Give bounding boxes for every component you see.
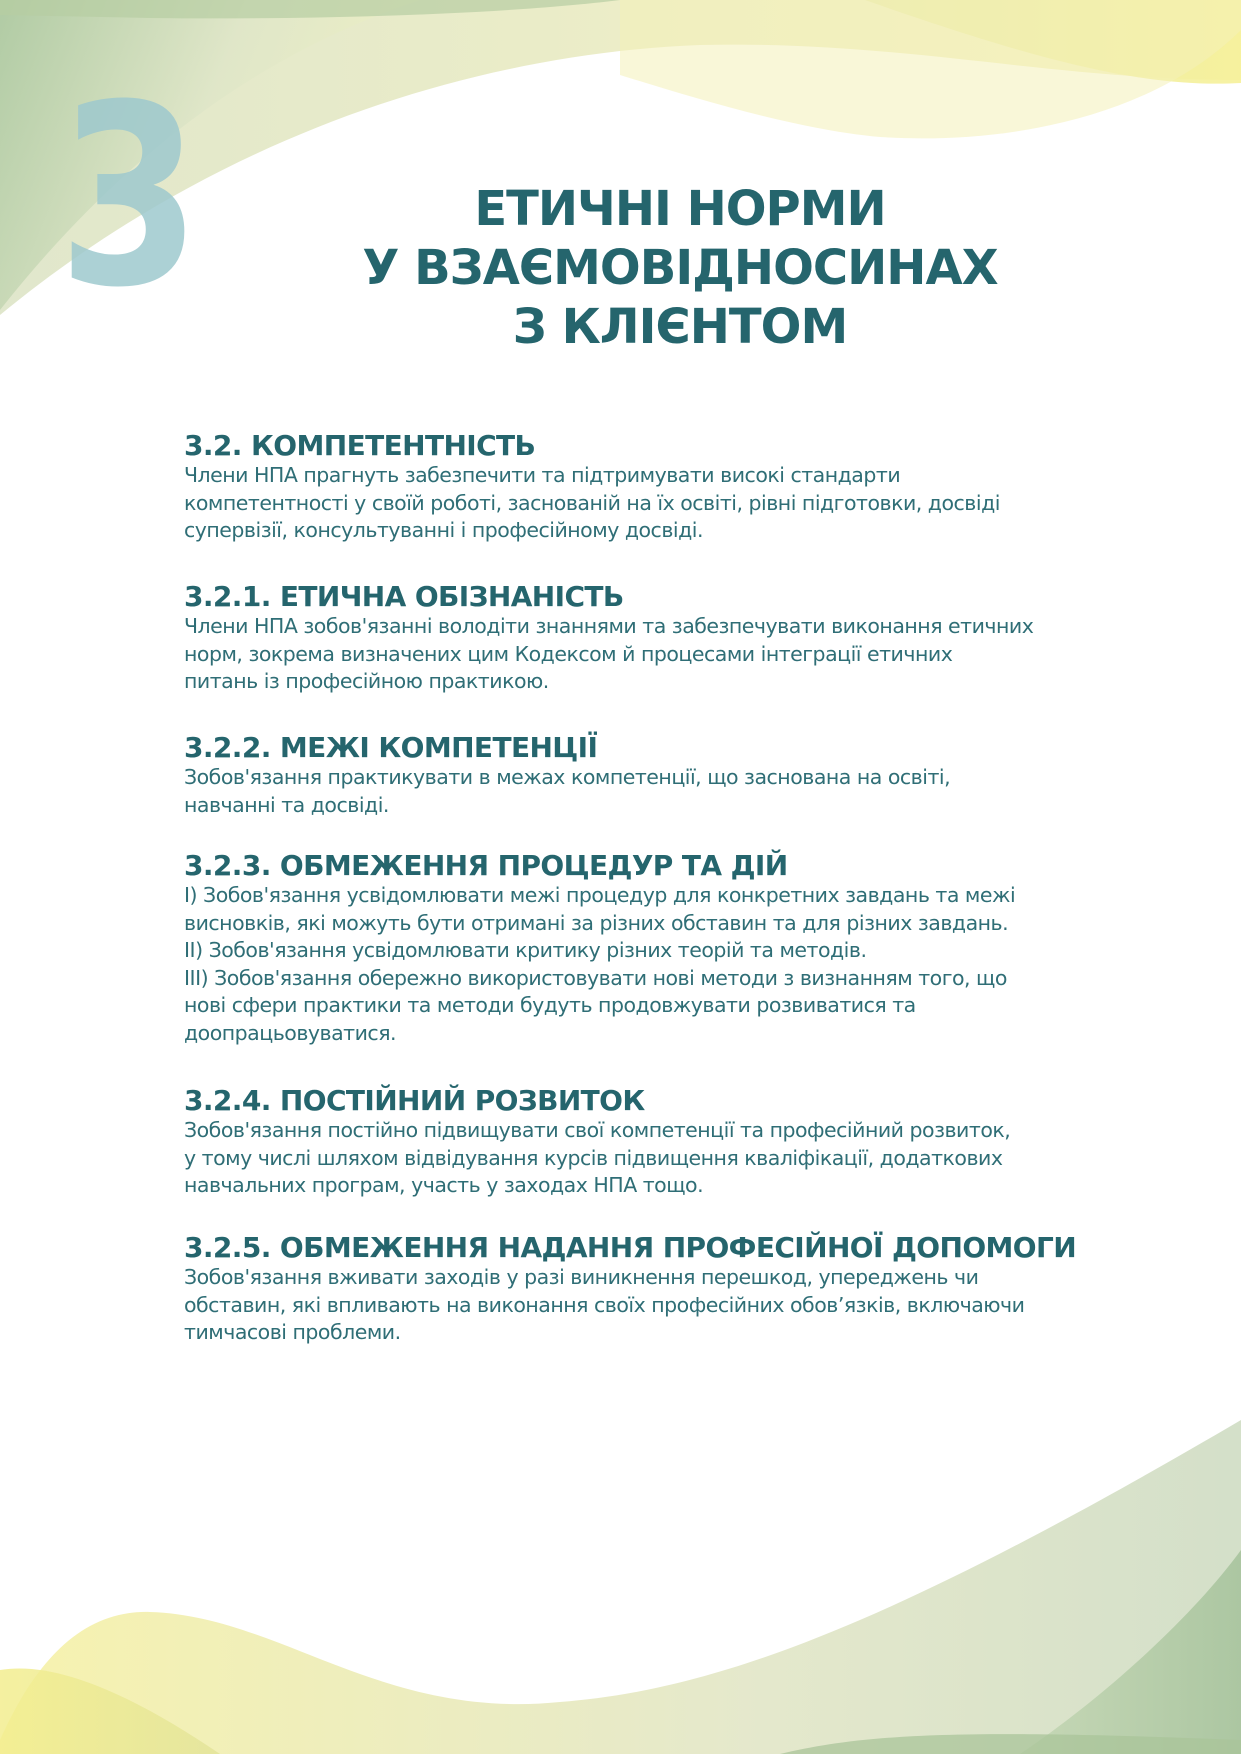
section-heading: 3.2.5. ОБМЕЖЕННЯ НАДАННЯ ПРОФЕСІЙНОЇ ДОПОМОГИ	[184, 1231, 1077, 1264]
chapter-title-line: У ВЗАЄМОВІДНОСИНАХ	[362, 240, 998, 296]
bottom-wide-wave	[0, 1420, 1241, 1754]
text-line: питань із професійною практикою.	[184, 669, 549, 693]
text-line: тимчасові проблеми.	[184, 1320, 401, 1344]
section-ethical-awareness	[184, 581, 1033, 696]
text-line: Зобов'язання практикувати в межах компетенції, що заснована на освіті,	[184, 765, 951, 789]
section-procedure-limits	[184, 850, 1015, 1047]
section-text	[184, 1117, 1010, 1200]
top-right-pale-wave	[620, 0, 1241, 138]
text-line: Члени НПА зобов'язанні володіти знаннями та забезпечувати виконання етичних	[184, 614, 1034, 638]
chapter-title-line: ЕТИЧНІ НОРМИ	[474, 181, 886, 237]
section-heading: 3.2.2. МЕЖІ КОМПЕТЕНЦІЇ	[184, 731, 598, 764]
section-text	[184, 882, 1015, 1047]
text-line: навчальних програм, участь у заходах НПА тощо.	[184, 1173, 704, 1197]
section-heading: 3.2.1. ЕТИЧНА ОБІЗНАНІСТЬ	[184, 580, 624, 613]
text-line: висновків, які можуть бути отримані за різних обставин та для різних завдань.	[184, 910, 1009, 935]
section-competence-limits	[184, 732, 950, 819]
chapter-number: 3	[58, 51, 198, 342]
text-line: Члени НПА прагнуть забезпечити та підтримувати високі стандарти	[184, 463, 901, 487]
section-help-limitations	[184, 1232, 1076, 1347]
text-line: норм, зокрема визначених цим Кодексом й процесами інтеграції етичних	[184, 641, 953, 666]
chapter-title	[300, 180, 1060, 357]
text-line: Зобов'язання вживати заходів у разі виникнення перешкод, упереджень чи	[184, 1265, 979, 1289]
text-line: доопрацьовуватися.	[184, 1020, 397, 1045]
section-text	[184, 613, 1033, 696]
text-line: у тому числі шляхом відвідування курсів підвищення кваліфікації, додаткових	[184, 1145, 1003, 1170]
section-heading: 3.2. КОМПЕТЕНТНІСТЬ	[184, 429, 536, 462]
text-line: супервізії, консультуванні і професійному досвіді.	[184, 518, 703, 542]
chapter-title-line: З КЛІЄНТОМ	[512, 299, 848, 355]
text-line: нові сфери практики та методи будуть продовжувати розвиватися та	[184, 993, 916, 1017]
text-line: ІІ) Зобов'язання усвідомлювати критику різних теорій та методів.	[184, 938, 867, 962]
section-text	[184, 1264, 1076, 1347]
text-line: ІІІ) Зобов'язання обережно використовувати нові методи з визнанням того, що	[184, 965, 1007, 990]
text-line: навчанні та досвіді.	[184, 792, 389, 817]
section-text	[184, 462, 1000, 545]
text-line: Зобов'язання постійно підвищувати свої компетенції та професійний розвиток,	[184, 1118, 1011, 1142]
section-heading: 3.2.3. ОБМЕЖЕННЯ ПРОЦЕДУР ТА ДІЙ	[184, 849, 788, 882]
section-continuous-development	[184, 1085, 1010, 1200]
text-line: обставин, які впливають на виконання своїх професійних обов’язків, включаючи	[184, 1292, 1025, 1317]
section-heading: 3.2.4. ПОСТІЙНИЙ РОЗВИТОК	[184, 1084, 645, 1117]
text-line: І) Зобов'язання усвідомлювати межі процедур для конкретних завдань та межі	[184, 883, 1016, 907]
section-text	[184, 764, 950, 819]
section-competence	[184, 430, 1000, 545]
text-line: компетентності у своїй роботі, заснованій на їх освіті, рівні підготовки, досвіді	[184, 490, 1000, 515]
